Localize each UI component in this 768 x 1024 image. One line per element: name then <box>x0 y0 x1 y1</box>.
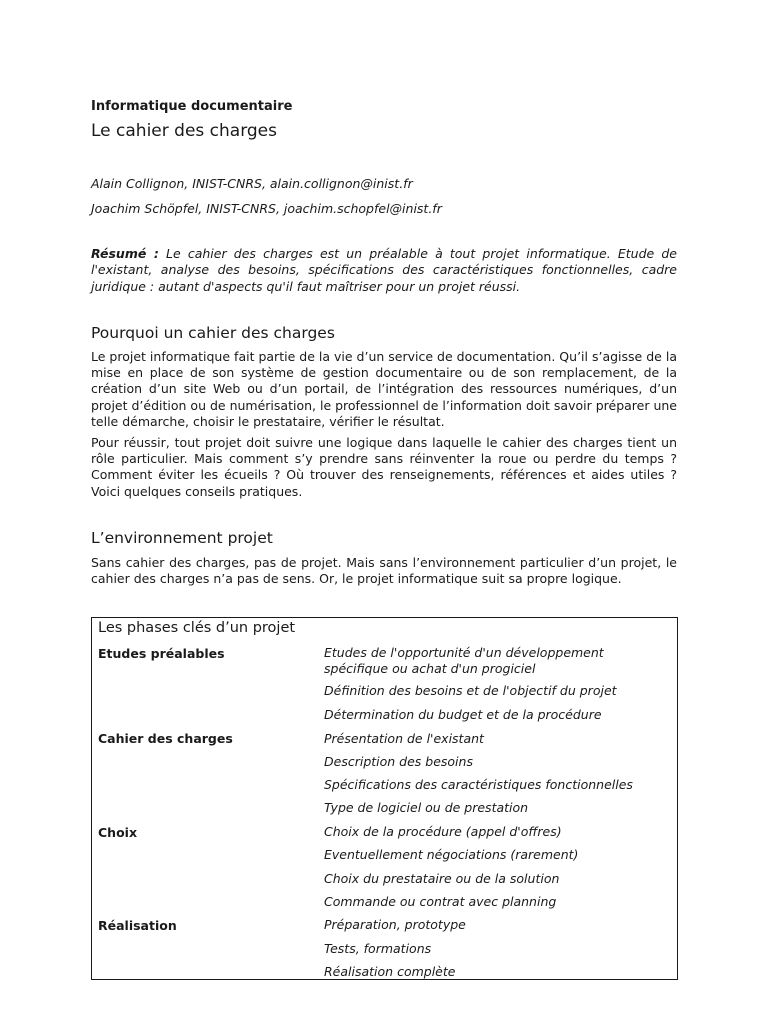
phase-step: Présentation de l'existant <box>324 731 484 746</box>
section-kicker: Informatique documentaire <box>91 99 293 114</box>
phase-step: Réalisation complète <box>324 964 456 979</box>
phase-step: Etudes de l'opportunité d'un développement spécifique ou achat d'un progiciel <box>324 645 604 676</box>
paragraph: Pour réussir, tout projet doit suivre une logique dans laquelle le cahier des charges tient un rôle particulier. Mais comment s’y prendre sans réinventer la roue ou perdre du temps ? Comment éviter les écueils ? Où trouver des renseignements, références et aides utiles ? Voici quelques conseils pratiques. <box>91 435 677 499</box>
phase-step: Description des besoins <box>324 754 473 769</box>
abstract <box>91 246 677 295</box>
abstract-label: Résumé : <box>91 246 159 261</box>
paragraph: Le projet informatique fait partie de la vie d’un service de documentation. Qu’il s’agisse de la mise en place de son système de gestion documentaire ou de son remplacement, de la création d’un site Web ou d’un portail, de l’intégration des ressources numériques, d’un projet d’édition ou de numérisation, le professionnel de l’information doit savoir préparer une telle démarche, choisir le prestataire, vérifier le résultat. <box>91 349 677 429</box>
phases-box <box>91 617 678 980</box>
author-line: Joachim Schöpfel, INIST-CNRS, joachim.schopfel@inist.fr <box>91 201 442 216</box>
phase-step: Spécifications des caractéristiques fonctionnelles <box>324 777 633 792</box>
phase-step: Choix du prestataire ou de la solution <box>324 871 560 886</box>
phase-category: Réalisation <box>98 918 177 933</box>
section-heading: Pourquoi un cahier des charges <box>91 324 335 342</box>
paragraph: Sans cahier des charges, pas de projet. Mais sans l’environnement particulier d’un projet, le cahier des charges n’a pas de sens. Or, le projet informatique suit sa propre logique. <box>91 555 677 587</box>
phase-step: Détermination du budget et de la procédure <box>324 707 602 722</box>
phases-box-title: Les phases clés d’un projet <box>98 620 296 636</box>
phase-category: Cahier des charges <box>98 731 233 746</box>
abstract-text: Le cahier des charges est un préalable à tout projet informatique. Etude de l'existant, analyse des besoins, spécifications des caractéristiques fonctionnelles, cadre juridique : autant d'aspects qu'il faut maîtriser pour un projet réussi. <box>91 246 677 294</box>
phase-step: Type de logiciel ou de prestation <box>324 800 529 815</box>
phase-step: Préparation, prototype <box>324 917 466 932</box>
phase-step: Commande ou contrat avec planning <box>324 894 557 909</box>
document-title: Le cahier des charges <box>91 121 277 141</box>
phase-category: Etudes préalables <box>98 646 225 661</box>
phase-step: Eventuellement négociations (rarement) <box>324 847 579 862</box>
phase-category: Choix <box>98 825 138 840</box>
phase-step: Définition des besoins et de l'objectif du projet <box>324 683 617 698</box>
author-line: Alain Collignon, INIST-CNRS, alain.collignon@inist.fr <box>91 176 413 191</box>
phase-step: Choix de la procédure (appel d'offres) <box>324 824 562 839</box>
phase-step: Tests, formations <box>324 941 432 956</box>
section-heading: L’environnement projet <box>91 529 273 547</box>
